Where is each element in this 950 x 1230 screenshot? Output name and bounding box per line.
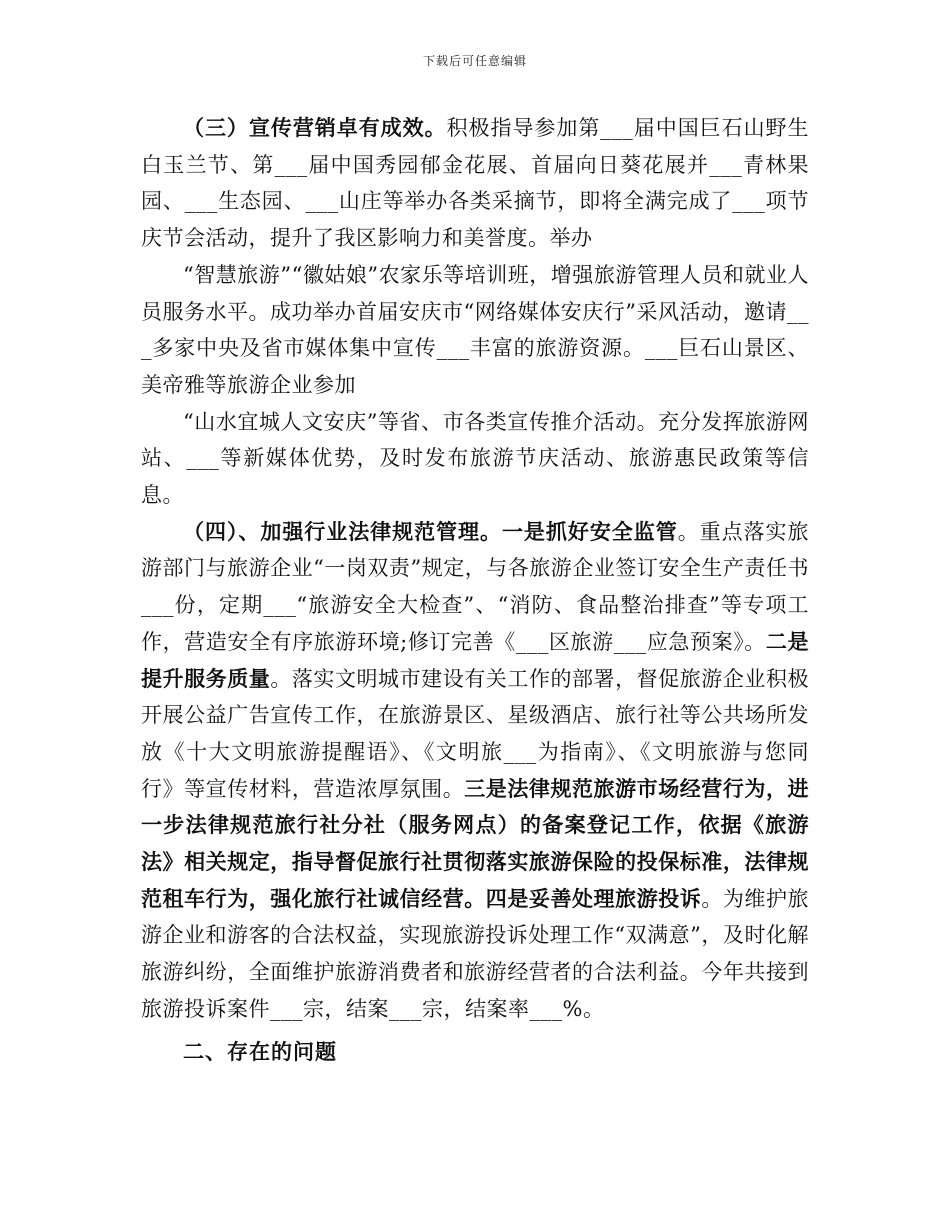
paragraph-regulation [141,514,809,1028]
subheading-market-regulation: 三是法律规范旅游市场经营行为，进一步法律规范旅行社分社（服务网点）的备案登记工作，依据《旅游法》相关规定，指导督促旅行社贯彻落实旅游保险的投保标准，法律规范租车行为，强化旅行社诚信经营。四是妥善处理旅游投诉 [141,775,809,911]
paragraph-text: 。重点落实旅游部门与旅游企业“一岗双责”规定，与各旅游企业签订安全生产责任书___份，定期___“旅游安全大检查”、“消防、食品整治排查”等专项工作，营造安全有序旅游环境;修订完善《___区旅游___应急预案》。 [141,519,810,654]
subheading-service-quality: 二是提升服务质量 [141,628,810,691]
paragraph-text: “山水宜城人文安庆”等省、市各类宣传推介活动。充分发挥旅游网站、___等新媒体优势，及时发布旅游节庆活动、旅游惠民政策等信息。 [141,409,809,508]
paragraph-publicity-2 [141,257,809,404]
paragraph-publicity-3 [141,404,809,514]
heading-publicity: （三）宣传营销卓有成效。 [183,115,447,140]
paragraph-text: 。为维护旅游企业和游客的合法权益，实现旅游投诉处理工作“双满意”，及时化解旅游纠纷，全面维护旅游消费者和旅游经营者的合法利益。今年共接到旅游投诉案件___宗，结案___宗，结案率___%。 [141,886,810,1021]
paragraph-text: 。落实文明城市建设有关工作的部署，督促旅游企业积极开展公益广告宣传工作，在旅游景区、星级酒店、旅行社等公共场所发放《十大文明旅游提醒语》、《文明旅___为指南》、《文明旅游与您同行》等宣传材料，营造浓厚氛围。 [141,666,810,801]
section-heading-problems: 二、存在的问题 [183,1038,337,1064]
page-header: 下载后可任意编辑 [422,54,527,68]
document-body [141,110,809,1072]
paragraph-text: “智慧旅游”“徽姑娘”农家乐等培训班，增强旅游管理人员和就业人员服务水平。成功举办首届安庆市“网络媒体安庆行”采风活动，邀请___多家中央及省市媒体集中宣传___丰富的旅游资源。___巨石山景区、美帝雅等旅游企业参加 [141,262,809,397]
paragraph-text: 积极指导参加第___届中国巨石山野生白玉兰节、第___届中国秀园郁金花展、首届向日葵花展并___青林果园、___生态园、___山庄等举办各类采摘节，即将全满完成了___项节庆节会活动，提升了我区影响力和美誉度。举办 [141,116,810,251]
paragraph-publicity-1 [141,110,809,257]
heading-regulation: （四）、加强行业法律规范管理。一是抓好安全监管 [183,518,678,544]
